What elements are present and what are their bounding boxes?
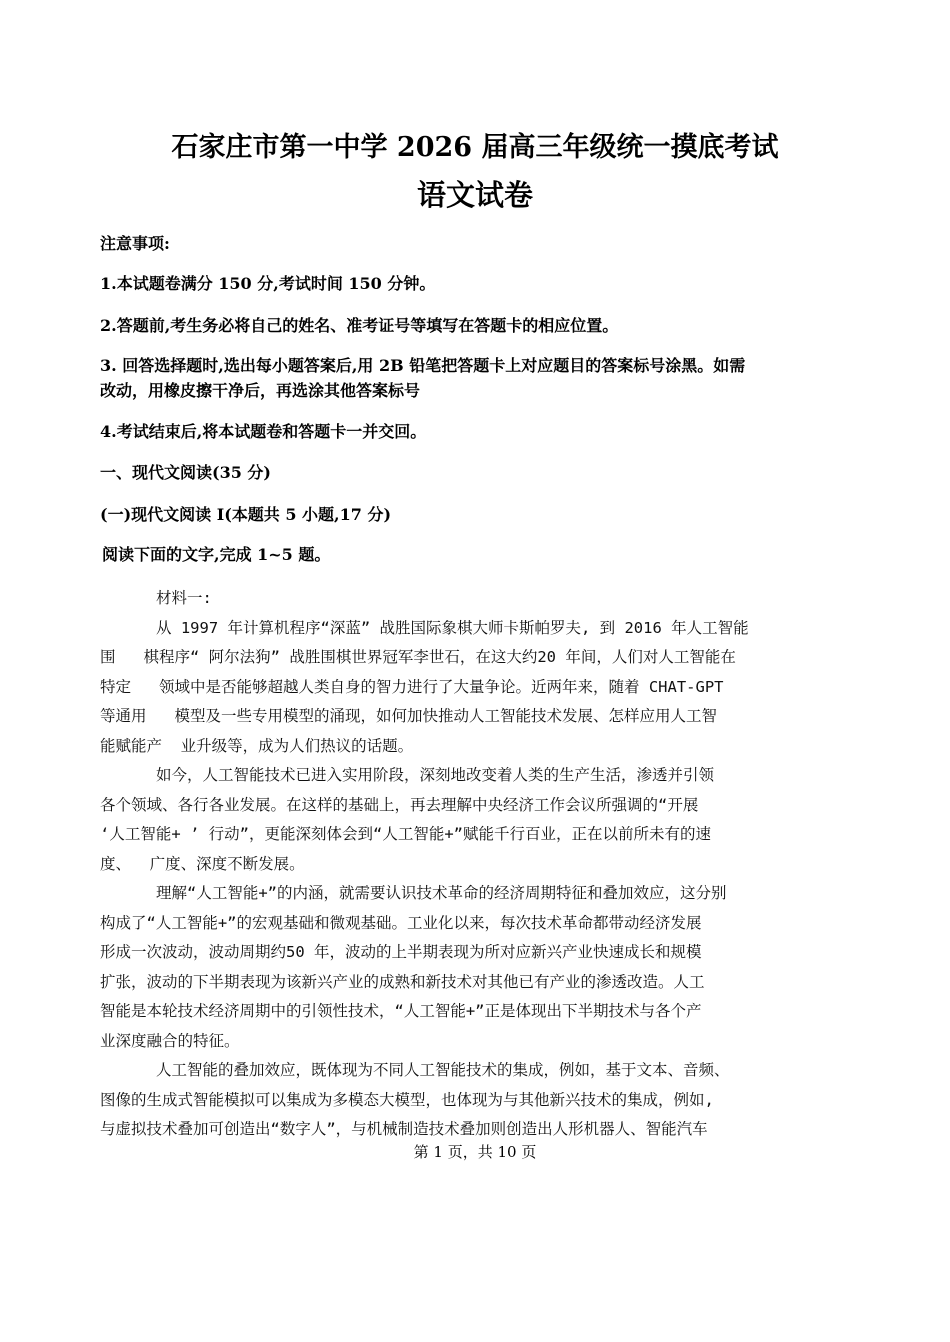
notice-item-4: 4.考试结束后,将本试题卷和答题卡一并交回。 — [100, 422, 427, 441]
page-indicator: 第 1 页，共 10 页 — [413, 1143, 537, 1161]
passage-line: 材料一: — [100, 589, 212, 607]
passage-line: 人工智能的叠加效应，既体现为不同人工智能技术的集成，例如，基于文本、音频、 — [100, 1061, 730, 1079]
passage-line: 从 1997 年计算机程序“深蓝” 战胜国际象棋大师卡斯帕罗夫, 到 2016 年人工智能 — [100, 618, 749, 637]
passage-line: 等通用 模型及一些专用模型的涌现，如何加快推动人工智能技术发展、怎样应用人工智 — [100, 707, 717, 725]
exam-title: 石家庄市第一中学 2026 届高三年级统一摸底考试 — [171, 132, 779, 163]
passage-line: 理解“人工智能+”的内涵，就需要认识技术革命的经济周期特征和叠加效应，这分别 — [100, 884, 727, 902]
passage-line: 构成了“人工智能+”的宏观基础和微观基础。工业化以来，每次技术革命都带动经济发展 — [100, 913, 702, 932]
notice-item-2: 2.答题前,考生务必将自己的姓名、准考证号等填写在答题卡的相应位置。 — [100, 316, 619, 335]
reading-instruction: 阅读下面的文字,完成 1~5 题。 — [102, 545, 331, 564]
passage-line: 度、 广度、深度不断发展。 — [100, 854, 305, 873]
exam-subtitle: 语文试卷 — [416, 178, 533, 212]
section-heading: 一、现代文阅读(35 分) — [100, 463, 271, 482]
passage-line: 业深度融合的特征。 — [100, 1031, 240, 1050]
passage-line: 围 棋程序“ 阿尔法狗” 战胜围棋世界冠军李世石，在这大约20 年间，人们对人工智能在 — [100, 648, 736, 666]
passage-line: 智能是本轮技术经济周期中的引领性技术，“人工智能+”正是体现出下半期技术与各个产 — [100, 1002, 702, 1020]
reading-passage — [100, 584, 852, 1145]
notice-heading: 注意事项: — [100, 234, 170, 253]
passage-line: 能赋能产 业升级等，成为人们热议的话题。 — [100, 736, 414, 755]
passage-line: 扩张，波动的下半期表现为该新兴产业的成熟和新技术对其他已有产业的渗透改造。人工 — [100, 972, 705, 991]
passage-line: 如今，人工智能技术已进入实用阶段，深刻地改变着人类的生产生活，渗透并引领 — [100, 766, 714, 784]
subsection-heading: (一)现代文阅读 I(本题共 5 小题,17 分) — [100, 505, 392, 524]
passage-line: 图像的生成式智能模拟可以集成为多模态大模型，也体现为与其他新兴技术的集成，例如, — [100, 1090, 714, 1109]
notice-item-3-line-2: 改动，用橡皮擦干净后，再选涂其他答案标号 — [100, 381, 421, 400]
passage-line: ‘人工智能+ ’ 行动”，更能深刻体会到“人工智能+”赋能千行百业，正在以前所未有的速 — [100, 825, 711, 843]
notice-item-1: 1.本试题卷满分 150 分,考试时间 150 分钟。 — [100, 274, 436, 293]
passage-line: 特定 领域中是否能够超越人类自身的智力进行了大量争论。近两年来，随着 CHAT-GPT — [100, 677, 724, 696]
passage-line: 形成一次波动，波动周期约50 年，波动的上半期表现为所对应新兴产业快速成长和规模 — [100, 943, 702, 961]
passage-line: 各个领域、各行各业发展。在这样的基础上，再去理解中央经济工作会议所强调的“开展 — [100, 795, 699, 814]
passage-line: 与虚拟技术叠加可创造出“数字人”，与机械制造技术叠加则创造出人形机器人、智能汽车 — [100, 1120, 708, 1138]
notice-item-3-line-1: 3. 回答选择题时,选出每小题答案后,用 2B 铅笔把答题卡上对应题目的答案标号涂黑。如需 — [100, 356, 746, 375]
